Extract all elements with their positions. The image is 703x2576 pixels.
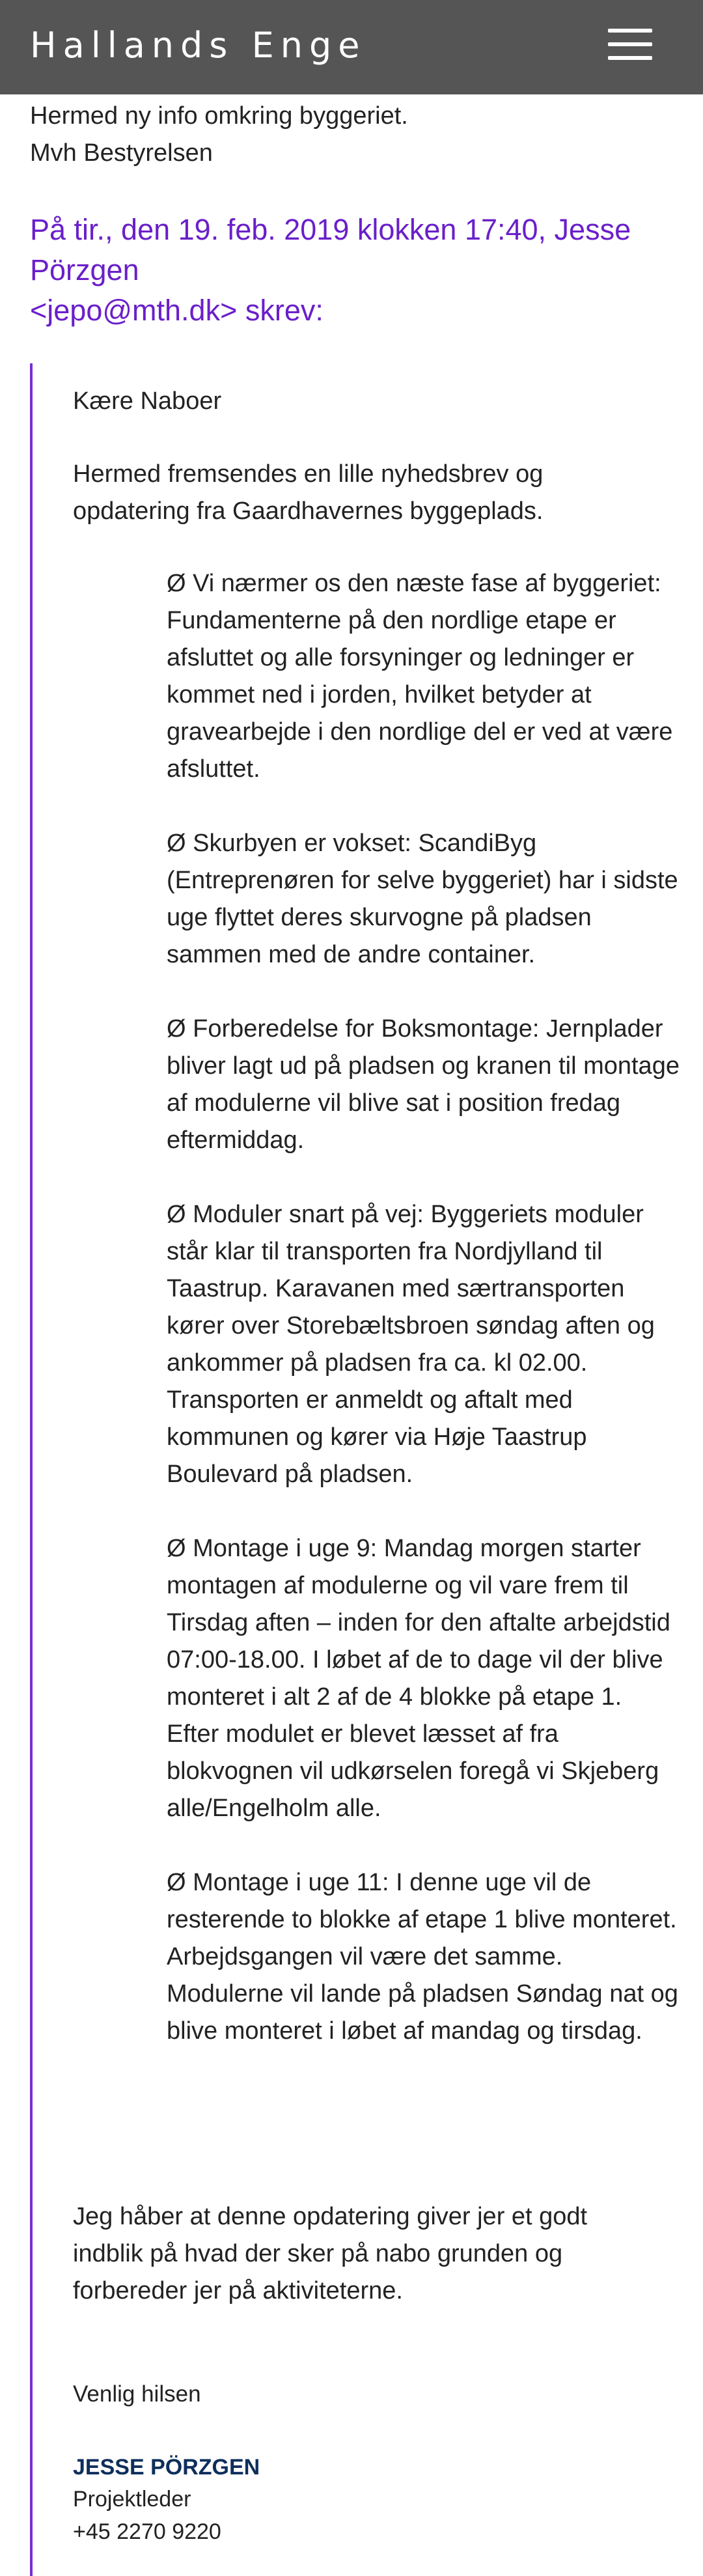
message-regards: Venlig hilsen (73, 2381, 201, 2407)
intro-signoff: Mvh Bestyrelsen (30, 139, 213, 167)
top-navigation-bar (0, 0, 703, 94)
quote-attribution (30, 210, 681, 331)
update-item: Ø Moduler snart på vej: Byggeriets moduler står klar til transporten fra Nordjylland til Taastrup. Karavanen med særtransporten kører over Storebæltsbroen søndag aften og ankommer på pladsen fra ca. kl 02.00. Transporten er anmeldt og aftalt med kommunen og kører via Høje Taastrup Boulevard på pladsen. (167, 1201, 655, 1488)
message-greeting: Kære Naboer (73, 387, 222, 415)
update-item: Ø Montage i uge 11: I denne uge vil de resterende to blokke af etape 1 blive monteret. Arbejdsgangen vil være det samme. Modulerne vil lande på pladsen Søndag nat og blive monteret i løbet af mandag og tirsdag. (167, 1869, 678, 2045)
signature-phone[interactable]: +45 2270 9220 (73, 2519, 221, 2544)
signature-name: JESSE PÖRZGEN (73, 2455, 260, 2480)
quote-sender-name: Pörzgen (30, 253, 139, 287)
update-list (167, 565, 681, 2087)
menu-line (608, 29, 652, 33)
site-title[interactable]: Hallands Enge (30, 25, 366, 66)
signature-role: Projektleder (73, 2487, 191, 2512)
intro-line: Hermed ny info omkring byggeriet. (30, 102, 408, 130)
quote-date-line: På tir., den 19. feb. 2019 klokken 17:40, Jesse (30, 213, 631, 246)
update-item: Ø Vi nærmer os den næste fase af byggeriet: Fundamenterne på den nordlige etape er afsluttet og alle forsyninger og ledninger er kommet ned i jorden, hvilket betyder at gravearbejde i den nordlige del er ved at være afsluttet. (167, 570, 673, 783)
quoted-message (30, 363, 683, 2576)
sender-email-link[interactable]: <jepo@mth.dk> (30, 294, 238, 327)
hamburger-menu-icon[interactable] (608, 29, 652, 60)
menu-line (608, 56, 652, 60)
update-item: Ø Skurbyen er vokset: ScandiByg (Entreprenøren for selve byggeriet) har i sidste uge flyttet deres skurvogne på pladsen sammen med de andre container. (167, 830, 678, 968)
intro-message (30, 98, 408, 172)
update-item: Ø Forberedelse for Boksmontage: Jernplader bliver lagt ud på pladsen og kranen til montage af modulerne vil blive sat i position fredag eftermiddag. (167, 1015, 680, 1154)
quote-suffix: skrev: (237, 294, 324, 327)
quote-email-line (30, 290, 681, 331)
message-closing: Jeg håber at denne opdatering giver jer et godt indblik på hvad der sker på nabo grunden og forbereder jer på aktiviteterne. (73, 2203, 588, 2304)
update-item: Ø Montage i uge 9: Mandag morgen starter montagen af modulerne og vil vare frem til Tirsdag aften – inden for den aftalte arbejdstid 07:00-18.00. I løbet af de to dage vil der blive monteret i alt 2 af de 4 blokke på etape 1. Efter modulet er blevet læsset af fra blokvognen vil udkørselen foregå vi Skjeberg alle/Engelholm alle. (167, 1535, 670, 1822)
menu-line (608, 42, 652, 46)
message-intro: Hermed fremsendes en lille nyhedsbrev og opdatering fra Gaardhavernes byggeplads. (73, 460, 544, 525)
